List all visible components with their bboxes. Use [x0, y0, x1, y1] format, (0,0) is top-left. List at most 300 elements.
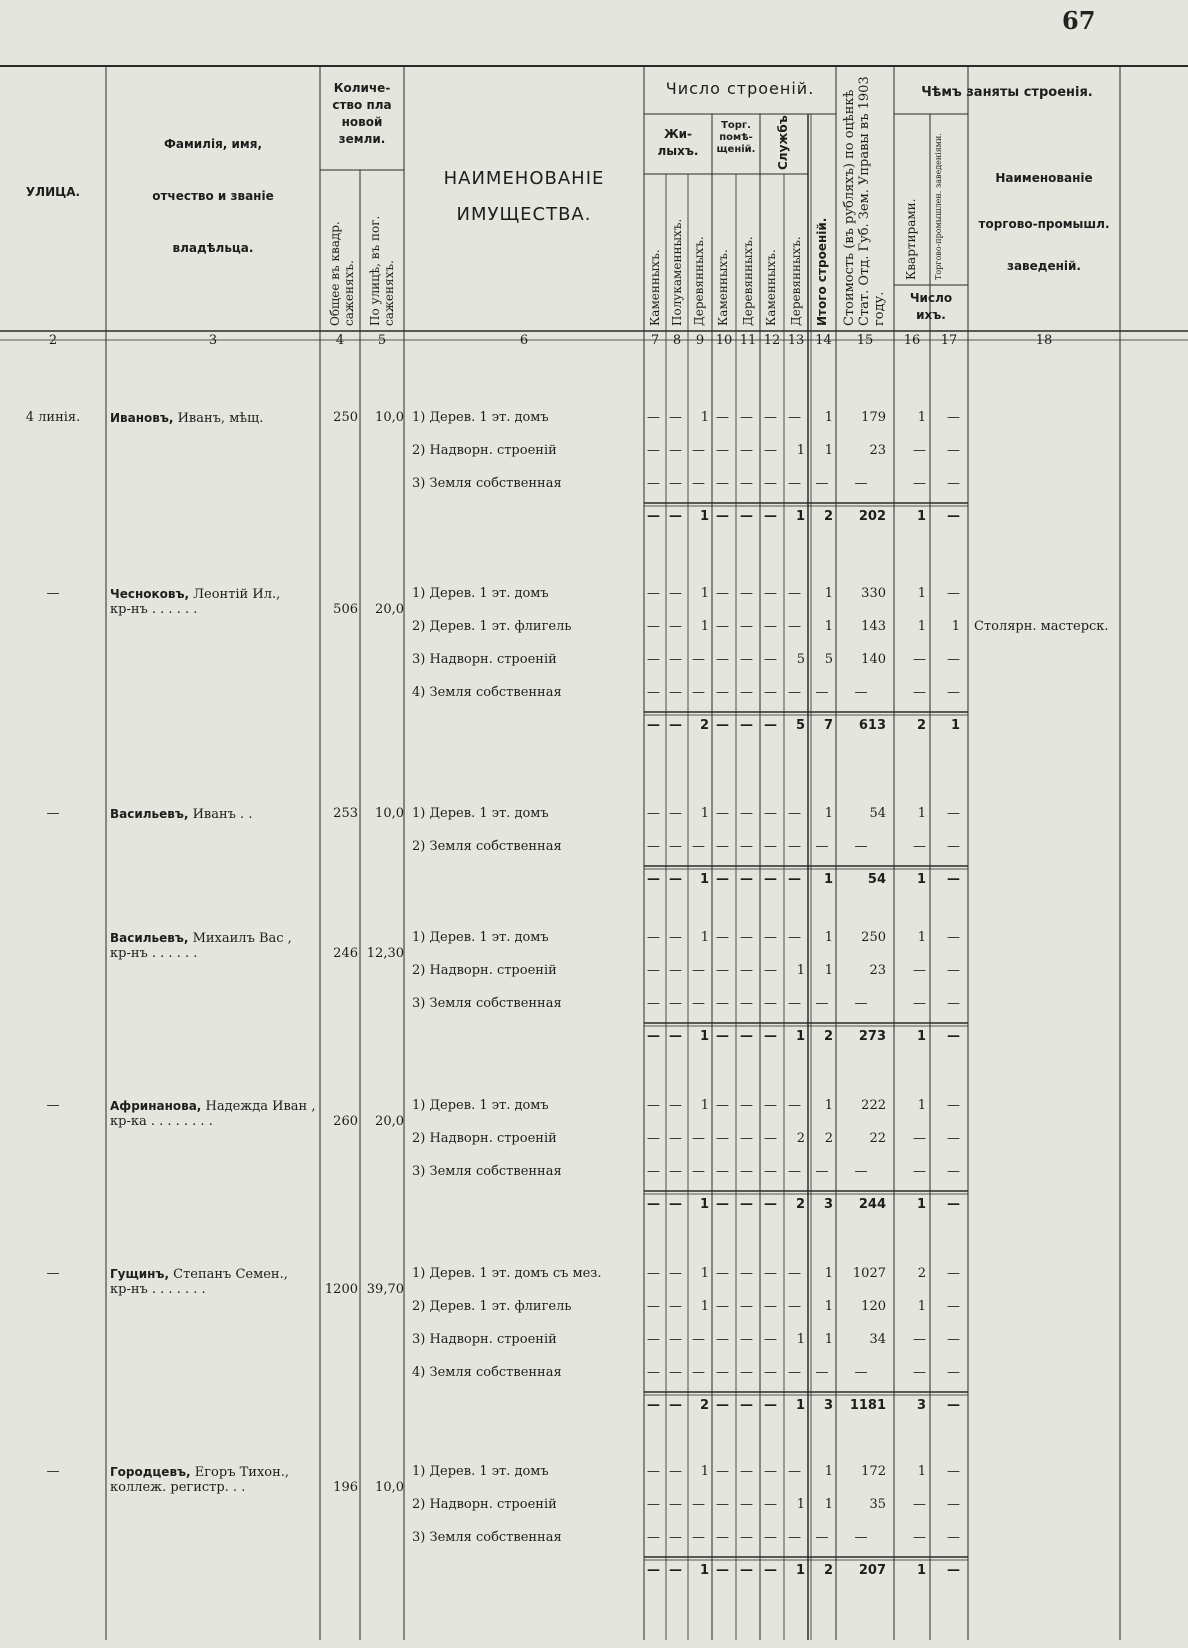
owner-header-line1: Фамилія, имя, — [163, 137, 263, 151]
column-number: 8 — [672, 333, 682, 348]
owner-surname: Городцевъ, — [110, 1465, 191, 1479]
property-row-col-12: — — [764, 996, 777, 1011]
property-row-col-9: — — [692, 1530, 705, 1545]
total-row-apartments: 1 — [916, 1029, 926, 1044]
total-row-trade-count: — — [947, 1197, 960, 1212]
property-row-col-12: — — [764, 1164, 777, 1179]
property-row-value: 140 — [861, 652, 886, 667]
property-row-col-8: — — [669, 806, 682, 821]
property-row-trade-count: — — [947, 586, 960, 601]
property-row-col-12: — — [764, 443, 777, 458]
total-row-col-9: 2 — [699, 1398, 709, 1413]
property-row-apartments: 2 — [917, 1266, 926, 1281]
property-row-col-9: 1 — [700, 1098, 709, 1113]
property-row-col-13: — — [788, 1266, 801, 1281]
street-length: 10,0 — [375, 410, 404, 425]
column-number: 15 — [856, 333, 874, 348]
property-row-apartments: — — [913, 476, 926, 491]
value-header: Стоимость (въ рубляхъ) по оцѣнкѣ Стат. Отд. Губ. Зем. Управы въ 1903 году. — [842, 76, 887, 326]
owner-surname: Ивановъ, — [110, 411, 174, 425]
entry-street: 4 линія. — [25, 410, 81, 425]
property-row-col-10: — — [716, 1299, 729, 1314]
land-street-header: По улицѣ, въ пог. саженяхъ. — [368, 215, 396, 326]
street-length: 12,30 — [366, 946, 404, 961]
property-row-col-7: — — [647, 1530, 660, 1545]
total-row-col-10: — — [716, 509, 729, 524]
total-row-col-14: 2 — [823, 1029, 833, 1044]
property-row-col-10: — — [716, 685, 729, 700]
owner-given-names: Степанъ Семен., — [169, 1267, 288, 1282]
property-row-col-13: 5 — [796, 652, 805, 667]
property-row-col-12: — — [764, 1299, 777, 1314]
property-row-col-14: 1 — [824, 1332, 833, 1347]
property-row-col-13: 1 — [796, 1332, 805, 1347]
property-row-col-14: 1 — [824, 586, 833, 601]
property-item: 2) Дерев. 1 эт. флигель — [412, 1299, 572, 1314]
property-row-apartments: — — [913, 996, 926, 1011]
property-row-col-13: — — [788, 410, 801, 425]
property-row-col-14: 1 — [824, 410, 833, 425]
trade-names-line1: Наименованіе — [995, 171, 1093, 185]
property-row-col-10: — — [716, 839, 729, 854]
property-item: 1) Дерев. 1 эт. домъ — [412, 586, 549, 601]
property-row-col-8: — — [669, 1464, 682, 1479]
property-row-col-9: — — [692, 443, 705, 458]
property-row-col-14: 1 — [824, 1299, 833, 1314]
property-row-apartments: 1 — [917, 1299, 926, 1314]
property-row-col-7: — — [647, 685, 660, 700]
property-row-col-11: — — [740, 963, 753, 978]
total-row-trade-count: — — [947, 1029, 960, 1044]
total-row-col-11: — — [740, 509, 753, 524]
property-item: 3) Земля собственная — [412, 1164, 562, 1179]
occupied-header: Чѣмъ заняты строенія. — [921, 85, 1093, 100]
total-row-trade-count: 1 — [950, 718, 960, 733]
property-row-col-12: — — [764, 619, 777, 634]
total-row-col-14: 7 — [823, 718, 833, 733]
column-number: 4 — [335, 333, 345, 348]
property-row-value: 1027 — [852, 1266, 886, 1281]
property-row-col-12: — — [764, 1365, 777, 1380]
total-row-col-10: — — [716, 872, 729, 887]
property-row-col-12: — — [764, 1098, 777, 1113]
property-row-col-12: — — [764, 1464, 777, 1479]
property-row-trade-count: — — [947, 839, 960, 854]
property-row-col-11: — — [740, 1464, 753, 1479]
property-row-col-7: — — [647, 806, 660, 821]
property-row-col-11: — — [740, 586, 753, 601]
property-row-col-7: — — [647, 1299, 660, 1314]
property-row-col-13: — — [788, 586, 801, 601]
total-row-col-10: — — [716, 1197, 729, 1212]
property-row-col-14: 2 — [824, 1131, 833, 1146]
column-number: 17 — [940, 333, 958, 348]
total-row-trade-count: — — [947, 1563, 960, 1578]
property-row-trade-count: — — [947, 1497, 960, 1512]
owner-name-cell — [110, 930, 318, 947]
property-item: 2) Дерев. 1 эт. флигель — [412, 619, 572, 634]
property-row-col-9: 1 — [700, 586, 709, 601]
property-item: 3) Надворн. строеній — [412, 1332, 557, 1347]
property-row-trade-count: — — [947, 685, 960, 700]
property-row-trade-count: — — [947, 1266, 960, 1281]
property-item: 2) Надворн. строеній — [412, 963, 557, 978]
property-row-col-11: — — [740, 930, 753, 945]
owner-surname: Васильевъ, — [110, 931, 189, 945]
property-row-col-13: — — [788, 930, 801, 945]
property-row-col-11: — — [740, 1299, 753, 1314]
property-row-col-9: 1 — [700, 410, 709, 425]
property-row-col-8: — — [669, 1497, 682, 1512]
property-row-col-8: — — [669, 476, 682, 491]
total-row-col-11: — — [740, 1029, 753, 1044]
column-number: 3 — [208, 333, 218, 348]
property-item: 2) Надворн. строеній — [412, 1497, 557, 1512]
property-row-apartments: — — [913, 1131, 926, 1146]
property-row-col-8: — — [669, 839, 682, 854]
property-row-col-11: — — [740, 806, 753, 821]
property-header-line1: НАИМЕНОВАНІЕ — [443, 168, 605, 189]
total-row-col-11: — — [740, 1563, 753, 1578]
total-row-col-14: 2 — [823, 1563, 833, 1578]
property-row-col-12: — — [764, 476, 777, 491]
property-row-col-14: 1 — [824, 1266, 833, 1281]
total-row-col-10: — — [716, 1029, 729, 1044]
total-row-apartments: 1 — [916, 872, 926, 887]
living-wooden-header: Деревянныхъ. — [692, 236, 706, 326]
property-row-col-11: — — [740, 619, 753, 634]
property-row-value: 22 — [869, 1131, 886, 1146]
property-row-trade-count: — — [947, 1131, 960, 1146]
property-row-trade-count: — — [947, 476, 960, 491]
owner-name-cell — [110, 1098, 318, 1115]
land-area: 196 — [333, 1480, 358, 1495]
total-row-col-10: — — [716, 1563, 729, 1578]
trade-names-line2: торгово-промышл. — [978, 217, 1110, 231]
property-item: 2) Земля собственная — [412, 839, 562, 854]
property-row-col-10: — — [716, 586, 729, 601]
total-row-apartments: 1 — [916, 509, 926, 524]
total-row-value: 202 — [858, 509, 886, 524]
count-header: Число ихъ. — [909, 291, 953, 322]
street-length: 39,70 — [366, 1282, 404, 1297]
property-row-col-8: — — [669, 1332, 682, 1347]
property-row-col-12: — — [764, 1266, 777, 1281]
property-row-col-8: — — [669, 652, 682, 667]
trade-est-header: Торгово-промышлен. заведеніями. — [934, 133, 943, 280]
owner-status: коллеж. регистр. . . — [110, 1480, 246, 1495]
property-row-col-9: — — [692, 996, 705, 1011]
property-row-apartments: — — [913, 1497, 926, 1512]
property-row-col-10: — — [716, 443, 729, 458]
total-row-col-12: — — [764, 1029, 777, 1044]
property-row-value: — — [854, 996, 868, 1011]
property-row-col-7: — — [647, 476, 660, 491]
owner-given-names: Иванъ . . — [188, 807, 253, 822]
property-row-value: 250 — [861, 930, 886, 945]
property-row-col-10: — — [716, 930, 729, 945]
property-row-trade-count: — — [947, 996, 960, 1011]
owner-given-names: Михаилъ Вас , — [188, 931, 292, 946]
property-row-col-8: — — [669, 1299, 682, 1314]
property-row-col-13: — — [788, 806, 801, 821]
total-row-col-12: — — [764, 1563, 777, 1578]
property-row-col-8: — — [669, 1365, 682, 1380]
property-row-col-13: — — [788, 1464, 801, 1479]
total-row-col-7: — — [647, 1029, 660, 1044]
total-row-value: 207 — [858, 1563, 886, 1578]
property-row-col-14: — — [815, 1365, 829, 1380]
total-row-value: 244 — [858, 1197, 886, 1212]
property-item: 1) Дерев. 1 эт. домъ — [412, 806, 549, 821]
service-wooden-header: Деревянныхъ. — [789, 236, 803, 326]
property-row-value: 172 — [861, 1464, 886, 1479]
property-item: 2) Надворн. строеній — [412, 443, 557, 458]
property-row-col-13: 1 — [796, 1497, 805, 1512]
total-row-col-7: — — [647, 718, 660, 733]
property-row-col-8: — — [669, 443, 682, 458]
land-area: 253 — [333, 806, 358, 821]
property-row-col-11: — — [740, 443, 753, 458]
column-number: 16 — [903, 333, 921, 348]
owner-header-line3: владѣльца. — [172, 241, 254, 255]
property-row-col-8: — — [669, 1266, 682, 1281]
property-row-col-8: — — [669, 619, 682, 634]
property-item: 3) Земля собственная — [412, 1530, 562, 1545]
total-row-col-8: — — [669, 1197, 682, 1212]
owner-surname: Гущинъ, — [110, 1267, 170, 1281]
property-row-col-11: — — [740, 1332, 753, 1347]
property-row-col-11: — — [740, 1164, 753, 1179]
property-row-col-12: — — [764, 930, 777, 945]
property-row-value: 23 — [869, 443, 886, 458]
owner-given-names: Егоръ Тихон., — [190, 1465, 290, 1480]
column-number: 6 — [519, 333, 529, 348]
column-number: 11 — [739, 333, 757, 348]
property-row-col-13: 1 — [796, 443, 805, 458]
property-row-col-8: — — [669, 685, 682, 700]
property-row-col-12: — — [764, 685, 777, 700]
property-row-col-11: — — [740, 996, 753, 1011]
total-row-col-8: — — [669, 718, 682, 733]
property-row-col-8: — — [669, 1098, 682, 1113]
property-row-col-7: — — [647, 1365, 660, 1380]
property-row-col-9: — — [692, 1131, 705, 1146]
property-row-col-12: — — [764, 652, 777, 667]
property-row-col-12: — — [764, 410, 777, 425]
property-row-value: 35 — [869, 1497, 886, 1512]
street-length: 20,0 — [375, 1114, 404, 1129]
property-row-col-8: — — [669, 1164, 682, 1179]
property-row-col-11: — — [740, 1530, 753, 1545]
property-row-trade-count: — — [947, 930, 960, 945]
owner-given-names: Иванъ, мѣщ. — [173, 411, 264, 426]
property-row-trade-count: — — [947, 1332, 960, 1347]
property-row-apartments: — — [913, 652, 926, 667]
buildings-header: Число строеній. — [665, 79, 815, 98]
column-number: 13 — [787, 333, 805, 348]
total-row-apartments: 2 — [916, 718, 926, 733]
property-row-trade-count: — — [947, 1164, 960, 1179]
service-stone-header: Каменныхъ. — [764, 249, 778, 326]
property-row-col-9: — — [692, 1164, 705, 1179]
total-row-col-13: — — [788, 872, 801, 887]
property-row-apartments: 1 — [917, 1098, 926, 1113]
property-row-col-10: — — [716, 1464, 729, 1479]
total-row-col-7: — — [647, 872, 660, 887]
total-row-col-12: — — [764, 1398, 777, 1413]
column-number: 5 — [377, 333, 387, 348]
owner-status: кр-нъ . . . . . . — [110, 946, 198, 961]
total-row-col-13: 1 — [795, 1398, 805, 1413]
property-row-trade-count: — — [947, 806, 960, 821]
property-row-col-12: — — [764, 1497, 777, 1512]
property-row-col-13: 1 — [796, 963, 805, 978]
entry-street: — — [46, 1266, 60, 1281]
property-row-col-12: — — [764, 806, 777, 821]
property-row-value: 54 — [869, 806, 886, 821]
column-number: 9 — [695, 333, 705, 348]
property-row-col-13: — — [788, 685, 801, 700]
street-length: 10,0 — [375, 806, 404, 821]
property-row-col-8: — — [669, 586, 682, 601]
owner-header-line2: отчество и званіе — [152, 189, 274, 203]
property-row-col-9: 1 — [700, 806, 709, 821]
total-row-col-13: 1 — [795, 1029, 805, 1044]
total-row-value: 54 — [867, 872, 886, 887]
property-row-col-12: — — [764, 1131, 777, 1146]
property-row-apartments: — — [913, 1164, 926, 1179]
property-row-apartments: — — [913, 443, 926, 458]
total-row-col-7: — — [647, 509, 660, 524]
property-row-col-7: — — [647, 410, 660, 425]
property-row-col-14: — — [815, 839, 829, 854]
column-number: 7 — [650, 333, 660, 348]
column-number: 18 — [1035, 333, 1053, 348]
property-row-col-10: — — [716, 410, 729, 425]
owner-given-names: Леонтій Ил., — [189, 587, 281, 602]
property-row-apartments: — — [913, 839, 926, 854]
property-item: 4) Земля собственная — [412, 1365, 562, 1380]
total-row-value: 1181 — [849, 1398, 886, 1413]
property-row-col-14: 1 — [824, 1497, 833, 1512]
property-row-col-14: — — [815, 476, 829, 491]
total-row-col-9: 1 — [699, 872, 709, 887]
property-row-col-14: 1 — [824, 1098, 833, 1113]
property-row-col-9: — — [692, 1332, 705, 1347]
property-row-value: 222 — [861, 1098, 886, 1113]
property-row-apartments: 1 — [917, 930, 926, 945]
property-item: 2) Надворн. строеній — [412, 1131, 557, 1146]
owner-status: кр-нъ . . . . . . . — [110, 1282, 206, 1297]
living-header: Жи-лыхъ. — [657, 127, 699, 158]
property-header-line2: ИМУЩЕСТВА. — [456, 204, 592, 225]
total-row-col-8: — — [669, 509, 682, 524]
land-area: 250 — [333, 410, 358, 425]
property-row-col-9: 1 — [700, 619, 709, 634]
property-row-col-7: — — [647, 1266, 660, 1281]
property-row-col-11: — — [740, 1365, 753, 1380]
property-row-col-10: — — [716, 806, 729, 821]
entry-street: — — [46, 806, 60, 821]
column-number: 14 — [815, 333, 832, 348]
total-row-col-11: — — [740, 872, 753, 887]
total-row-col-11: — — [740, 1197, 753, 1212]
owner-surname: Чесноковъ, — [110, 587, 190, 601]
property-item: 1) Дерев. 1 эт. домъ — [412, 1464, 549, 1479]
property-row-col-8: — — [669, 410, 682, 425]
property-row-col-9: 1 — [700, 1266, 709, 1281]
owner-given-names: Надежда Иван , — [201, 1099, 316, 1114]
total-row-trade-count: — — [947, 872, 960, 887]
property-row-col-14: — — [815, 685, 829, 700]
property-row-col-13: 2 — [796, 1131, 805, 1146]
property-row-col-8: — — [669, 996, 682, 1011]
property-row-value: — — [854, 476, 868, 491]
total-row-col-11: — — [740, 1398, 753, 1413]
property-row-apartments: — — [913, 1530, 926, 1545]
property-row-col-10: — — [716, 1131, 729, 1146]
total-row-apartments: 1 — [916, 1563, 926, 1578]
property-row-trade-count: — — [947, 1365, 960, 1380]
total-row-trade-count: — — [947, 509, 960, 524]
owner-name-cell — [110, 586, 318, 603]
property-row-col-14: 5 — [824, 652, 833, 667]
property-row-col-10: — — [716, 1332, 729, 1347]
property-row-value: 34 — [869, 1332, 886, 1347]
property-row-value: — — [854, 1164, 868, 1179]
property-row-col-10: — — [716, 996, 729, 1011]
property-row-col-8: — — [669, 1131, 682, 1146]
total-row-col-12: — — [764, 509, 777, 524]
property-row-col-7: — — [647, 996, 660, 1011]
column-number: 12 — [763, 333, 781, 348]
property-row-col-7: — — [647, 1332, 660, 1347]
service-header: Службъ — [776, 115, 790, 170]
owner-surname: Васильевъ, — [110, 807, 189, 821]
property-row-col-13: — — [788, 1299, 801, 1314]
property-item: 3) Надворн. строеній — [412, 652, 557, 667]
property-row-col-9: — — [692, 685, 705, 700]
property-row-apartments: — — [913, 685, 926, 700]
living-stone-header: Каменныхъ. — [648, 249, 662, 326]
property-row-col-9: — — [692, 1497, 705, 1512]
owner-status: кр-ка . . . . . . . . — [110, 1114, 213, 1129]
property-row-col-7: — — [647, 443, 660, 458]
total-row-value: 613 — [858, 718, 886, 733]
property-row-col-7: — — [647, 963, 660, 978]
total-row-col-11: — — [740, 718, 753, 733]
property-item: 1) Дерев. 1 эт. домъ — [412, 1098, 549, 1113]
property-row-col-14: 1 — [824, 443, 833, 458]
property-row-col-7: — — [647, 930, 660, 945]
property-row-col-7: — — [647, 1164, 660, 1179]
property-row-col-12: — — [764, 963, 777, 978]
property-row-col-14: — — [815, 996, 829, 1011]
total-row-col-13: 1 — [795, 1563, 805, 1578]
property-row-col-7: — — [647, 1497, 660, 1512]
property-row-value: — — [854, 839, 868, 854]
property-row-col-7: — — [647, 1131, 660, 1146]
total-row-col-8: — — [669, 1398, 682, 1413]
property-row-value: 23 — [869, 963, 886, 978]
total-row-col-13: 5 — [795, 718, 805, 733]
property-row-col-8: — — [669, 1530, 682, 1545]
owner-surname: Афринанова, — [110, 1099, 202, 1113]
property-row-col-9: — — [692, 839, 705, 854]
entry-street: — — [46, 1464, 60, 1479]
property-row-col-9: — — [692, 652, 705, 667]
